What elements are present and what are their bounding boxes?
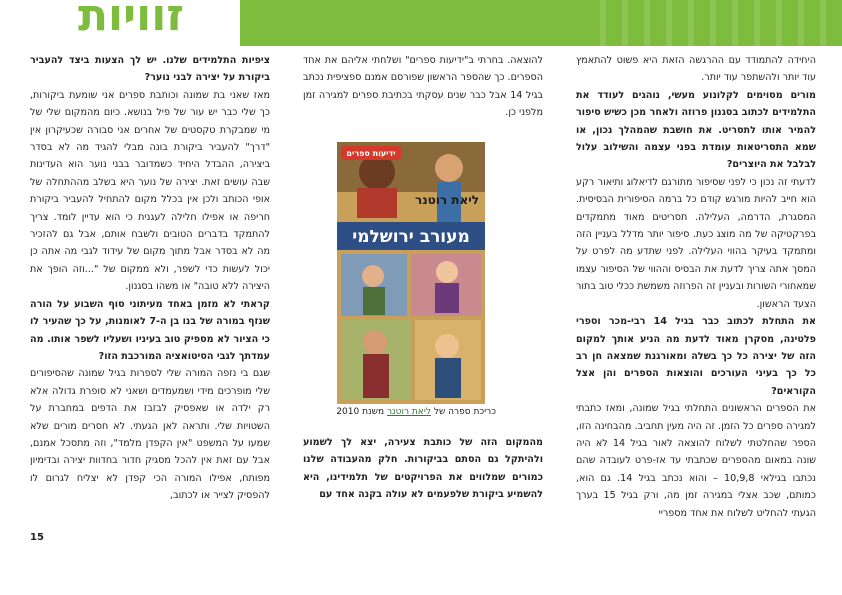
author-link[interactable]: ליאת רוטנר [386, 407, 431, 417]
section-title: זוויות [78, 0, 184, 41]
character-face-right [435, 154, 463, 182]
question-text: ציפיות התלמידים שלנו. יש לך הצעות ביצד להעביר ביקורת על יצירה לבני נוער? [30, 55, 270, 84]
publisher-name: ידיעות ספרים [346, 149, 396, 158]
paragraph: לדעתי זה נכון כי לפני שסיפור מתורגם לדיאלוג ותיאור רקע הוא חייב להיות מורגש קודם כל ברמה הסיפורית הבסיסית. המסגרת, הדרמה, העלילה. תסריטים מאוד מתמקדים בפרקטיקה של מה מוצג כעת. סיפור יותר מדלל בעניין הזה ומתמקד בעיקר בהווי העלילה. לפני שתדע מה לפרט על המסך אתה צריך לדעת את הבסיס וההווי של הסיפור עצמו שמאחורי השורות ובעניין זה הפרוזה משמשת ככלי טוב בתור הצעד הראשון. [576, 176, 816, 310]
paragraph: מאז שאני בת שמונה וכותבת ספרים אני שומעת ביקורות, כך שלי כבר יש עור של פיל בנושא. כיום מהמקום שלי של מי שמבקרת טקסטים של אחרים אני סבורה שכעיקרון אין "דרך" להעביר ביקורת בונה מבלי להגיד מה לא בסדר ביצירה, ההבדל היחיד כשמדובר בבני נוער הוא העדינות שבה עושים זאת. יצירה של נוער היא בשלב מההתחלה של אופי הכותב ולכן אין בכלל מקום להתחיל להעביר ביקורת חריפה או אפילו חלילה לעגנית כי הוא עדיין לומד. צריך להתמקד בדברים הטובים ולשבח אותם, אבל גם להזכיר מה לא בסדר אבל מתוך מקום של עידוד לגבי מה אתה כן יכול לעשות כדי לשפר, ולא ממקום של "...וזה הופך את היצירה ללא טובה" או משהו בסגנון. [30, 89, 270, 293]
text-column-right [576, 52, 816, 522]
character-body-left [357, 188, 397, 218]
text-column-left [30, 52, 270, 505]
publisher-mark [341, 146, 401, 160]
question-text: את התחלת לכתוב כבר בגיל 14 רבי-מכר וספרי פלטינה, מסקרן מאוד לדעת מה הניע אותך למקום הזה של יצירה כל כך בשלה ומאורגנת שמצאה חן רב כל כך בעיני העורכים והוצאות הספרים והן אצל הקוראים? [576, 316, 816, 397]
question-text: מהמקום הזה של כותבת צעירה, יצא לך לשמוע ולהיתקל גם הסתם בביקורות. חלק מהעבודה שלנו כמורים שמלווים את הפרויקטים של תלמידינו, היא להשמיע ביקורת שלפעמים לא עולה בקנה אחד עם [303, 437, 543, 501]
interview-question [576, 87, 816, 174]
image-caption [300, 406, 496, 418]
interview-question [576, 313, 816, 400]
text-column-middle-bottom [303, 434, 543, 504]
caption-prefix: כריכת ספרה של [433, 407, 496, 417]
paragraph: שגם בי נזפה המורה שלי לספרות בגיל שמונה שהסיפורים שלי מופרכים מידי ושמעמדים ושאני לא סופרת גדולה אלא רק ילדה או שאפסיק לבזבז את הדפים במחברת על השטויות שלי. ותראה לאן הגעתי. לא חסרים מורים שלא שמעו על המשפט "אין הקפדן מלמד", וזה מתסכל אמנם, אבל עם זאת אין להכל מסגיק חדור בחדוות יצירה ובדימיון מפותח, אפילו המורה הכי קפדן לא יצליח לגרום לו להפסיק לצייר או לכתוב, [30, 368, 270, 502]
paragraph: להוצאה. בחרתי ב"ידיעות ספרים" ושלחתי אליהם את אחד הספרים. כך שהספר הראשון שפורסם אמנם ספציפית נכתב בגיל 14 אבל כבר שנים עסקתי בכתיבת ספרים למגירה זמן מלפני כן. [303, 55, 543, 119]
book-cover-image [337, 142, 485, 404]
question-text: מורים מסוימים לקלונוע מעשי, נוהגים לעודד את התלמידים לכתוב בסגנון פרוזה ולאחר מכן כשיש סיפור להמיר אותו לתסריט. את חושבת שהמהלך נכון, או שמא התסריטאות עומדת בפני עצמה והשילוב עלול לבלבל את היוצרים? [576, 89, 816, 171]
interview-question [30, 52, 270, 87]
cover-illustration-collage [341, 254, 481, 400]
interview-question [30, 296, 270, 366]
paragraph: היחידה להתמודד עם ההרגשה הזאת היא פשוט להתאמץ עוד יותר ולהשתפר עוד יותר. [576, 55, 816, 84]
page-number: 15 [30, 532, 44, 543]
text-column-middle-top [303, 52, 543, 122]
question-text: קראתי לא מזמן באחד מעיתוני סוף השבוע על הורה שנזף במורה של בנו בן ה-7 לאומנות, על כך שהעיר לו כי הציור לא מספיק טוב בעיניו ושעליו לשפר אותו. מה עמדתך לגבי הסיטואציה המורכבת הזו? [30, 298, 270, 362]
film-strip-decoration [600, 0, 842, 46]
cover-title: מעורב ירושלמי [352, 227, 470, 247]
interview-question [303, 434, 543, 504]
cover-author: ליאת רוטנר [414, 193, 480, 207]
paragraph: את הספרים הראשונים התחלתי בגיל שמונה, ומאז כתבתי למגירה ספרים כל הזמן. זה היה מעין תחביב. מהבחינה הזו, הספר שהחלטתי לשלוח להוצאה לאור בגיל 14 לא היה שונה במאום מהספרים שכתבתי עד אז-פרט לעובדה שהם נכתבו בגילאי 10,9,8 – והוא נכתב בגיל 14. גם הוא, כמותם, שכב אצלי במגירה זמן מה, ורק בגיל 15 בערך הגעתי להחליט לשלוח את אחד מספריי [576, 403, 816, 519]
caption-suffix: משנת 2010 [336, 407, 385, 417]
